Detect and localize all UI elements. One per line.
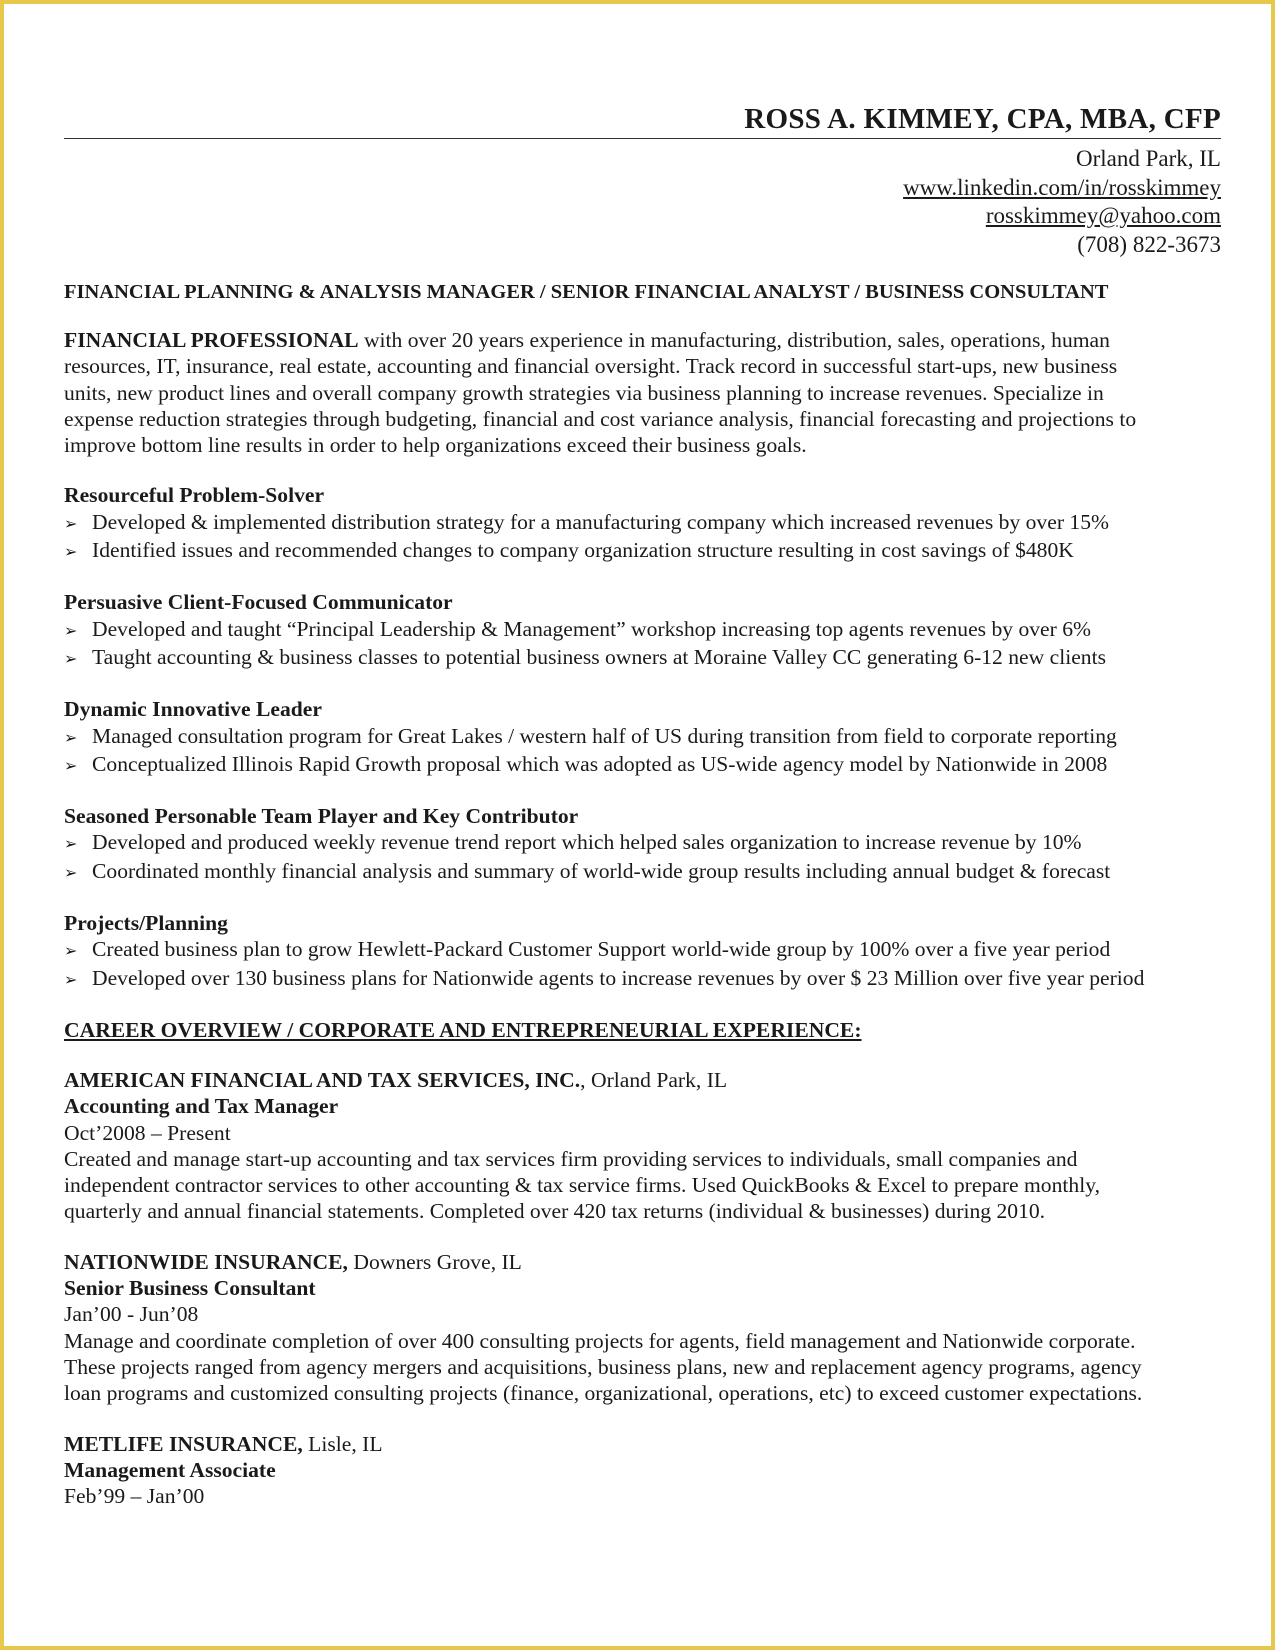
bullet-item <box>64 509 1221 537</box>
job-entry <box>64 1067 1221 1225</box>
skill-title: Resourceful Problem-Solver <box>64 483 325 508</box>
skill-section <box>64 803 1221 886</box>
resume-page <box>4 4 1271 1646</box>
job-role: Management Associate <box>64 1457 276 1482</box>
bullet-text: Taught accounting & business classes to potential business owners at Moraine Valley CC generating 6-12 new clients <box>92 644 1106 669</box>
bullet-item <box>64 829 1221 857</box>
bullet-text: Created business plan to grow Hewlett-Packard Customer Support world-wide group by 100% over a five year period <box>92 937 1111 962</box>
job-company: METLIFE INSURANCE, <box>64 1431 303 1456</box>
job-description: These projects ranged from agency mergers and acquisitions, business plans, new and replacement agency programs, agency <box>64 1354 1142 1379</box>
job-dates: Oct’2008 – Present <box>64 1120 231 1145</box>
job-company: NATIONWIDE INSURANCE, <box>64 1249 348 1274</box>
skill-title: Dynamic Innovative Leader <box>64 697 322 722</box>
bullet-item <box>64 616 1221 644</box>
arrow-bullet-icon: ➢ <box>64 513 78 533</box>
job-role: Senior Business Consultant <box>64 1276 316 1301</box>
bullet-text: Conceptualized Illinois Rapid Growth proposal which was adopted as US-wide agency model by Nationwide in 2008 <box>92 751 1108 776</box>
linkedin-link[interactable]: www.linkedin.com/in/rosskimmey <box>903 174 1221 200</box>
summary-text: units, new product lines and overall company growth strategies via business planning to increase revenues. Specialize in <box>64 380 1104 405</box>
contact-phone: (708) 822-3673 <box>1077 231 1221 257</box>
contact-location: Orland Park, IL <box>1076 146 1221 171</box>
bullet-text: Developed over 130 business plans for Nationwide agents to increase revenues by over $ 23 Million over five year period <box>92 965 1145 990</box>
career-overview-heading: CAREER OVERVIEW / CORPORATE AND ENTREPRENEURIAL EXPERIENCE: <box>64 1017 862 1042</box>
email-link[interactable]: rosskimmey@yahoo.com <box>985 203 1221 228</box>
skill-section <box>64 910 1221 993</box>
job-dates: Jan’00 - Jun’08 <box>64 1302 199 1327</box>
arrow-bullet-icon: ➢ <box>64 620 78 640</box>
bullet-text: Managed consultation program for Great Lakes / western half of US during transition from field to corporate reporting <box>92 723 1117 748</box>
bullet-item <box>64 936 1221 964</box>
skill-section <box>64 589 1221 672</box>
job-entry <box>64 1431 1221 1510</box>
summary-lead: FINANCIAL PROFESSIONAL <box>64 328 359 352</box>
summary-text: improve bottom line results in order to help organizations exceed their business goals. <box>64 433 807 458</box>
job-description: quarterly and annual financial statements. Completed over 420 tax returns (individual & businesses) during 2010. <box>64 1199 1046 1224</box>
skill-title: Projects/Planning <box>64 911 228 936</box>
skill-section <box>64 482 1221 565</box>
contact-block <box>64 145 1221 259</box>
summary-text: resources, IT, insurance, real estate, accounting and financial oversight. Track record in successful start-ups, new business <box>64 354 1118 379</box>
job-location: Lisle, IL <box>302 1431 383 1456</box>
job-role: Accounting and Tax Manager <box>64 1094 339 1119</box>
resume-content <box>64 100 1221 1509</box>
header-divider <box>64 138 1221 139</box>
bullet-text: Coordinated monthly financial analysis and summary of world-wide group results including annual budget & forecast <box>92 858 1111 883</box>
job-dates: Feb’99 – Jan’00 <box>64 1484 205 1509</box>
arrow-bullet-icon: ➢ <box>64 941 78 961</box>
job-location: , Orland Park, IL <box>580 1067 728 1092</box>
job-description: independent contractor services to other accounting & tax service firms. Used QuickBooks & Excel to prepare monthly, <box>64 1173 1100 1198</box>
arrow-bullet-icon: ➢ <box>64 727 78 747</box>
bullet-item <box>64 537 1221 565</box>
arrow-bullet-icon: ➢ <box>64 862 78 882</box>
arrow-bullet-icon: ➢ <box>64 969 78 989</box>
summary-text: expense reduction strategies through budgeting, financial and cost variance analysis, financial forecasting and projections to <box>64 406 1137 431</box>
arrow-bullet-icon: ➢ <box>64 542 78 562</box>
bullet-text: Developed & implemented distribution strategy for a manufacturing company which increased revenues by over 15% <box>92 509 1109 534</box>
professional-headline: FINANCIAL PLANNING & ANALYSIS MANAGER / SENIOR FINANCIAL ANALYST / BUSINESS CONSULTANT <box>64 281 1109 303</box>
bullet-item <box>64 965 1221 993</box>
candidate-name: ROSS A. KIMMEY, CPA, MBA, CFP <box>744 103 1221 135</box>
arrow-bullet-icon: ➢ <box>64 755 78 775</box>
bullet-item <box>64 858 1221 886</box>
skill-title: Seasoned Personable Team Player and Key Contributor <box>64 804 579 829</box>
skill-title: Persuasive Client-Focused Communicator <box>64 590 453 615</box>
summary-text: with over 20 years experience in manufacturing, distribution, sales, operations, human <box>358 328 1110 352</box>
bullet-item <box>64 723 1221 751</box>
skill-section <box>64 696 1221 779</box>
job-company: AMERICAN FINANCIAL AND TAX SERVICES, INC. <box>64 1067 581 1092</box>
arrow-bullet-icon: ➢ <box>64 648 78 668</box>
summary-paragraph <box>64 327 1221 458</box>
job-description: Created and manage start-up accounting and tax services firm providing services to individuals, small companies and <box>64 1146 1078 1171</box>
job-description: loan programs and customized consulting projects (finance, organizational, operations, etc) to exceed customer expectations. <box>64 1381 1143 1406</box>
bullet-text: Identified issues and recommended changes to company organization structure resulting in cost savings of $480K <box>92 538 1074 563</box>
bullet-item <box>64 751 1221 779</box>
bullet-item <box>64 644 1221 672</box>
arrow-bullet-icon: ➢ <box>64 834 78 854</box>
job-entry <box>64 1249 1221 1407</box>
job-location: Downers Grove, IL <box>347 1249 522 1274</box>
job-description: Manage and coordinate completion of over 400 consulting projects for agents, field management and Nationwide corporate. <box>64 1328 1136 1353</box>
bullet-text: Developed and taught “Principal Leadership & Management” workshop increasing top agents revenues by over 6% <box>92 616 1091 641</box>
bullet-text: Developed and produced weekly revenue trend report which helped sales organization to increase revenue by 10% <box>92 830 1082 855</box>
